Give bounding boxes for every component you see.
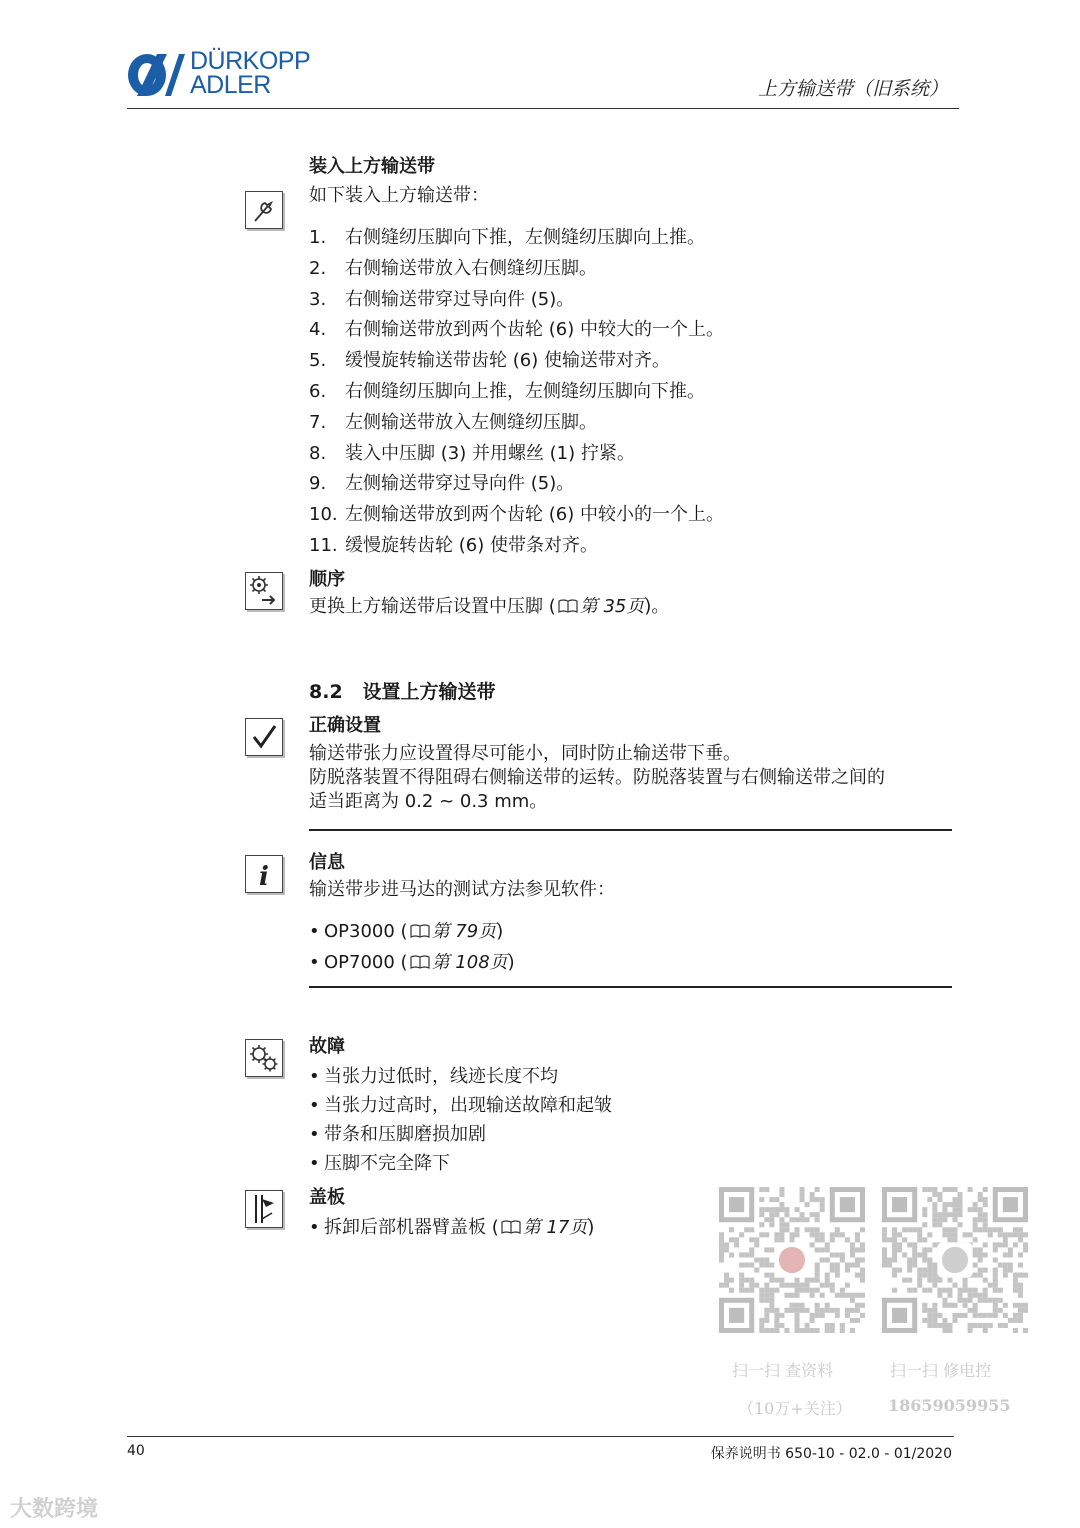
- install-step: [309, 531, 598, 557]
- fault-item-text: 压脚不完全降下: [324, 1153, 450, 1174]
- fault-item-text: 带条和压脚磨损加剧: [324, 1124, 486, 1145]
- info-text: 输送带步进马达的测试方法参见软件：: [309, 879, 615, 900]
- order-text-after: )。: [644, 596, 670, 617]
- brand-logo-mark: [127, 52, 185, 98]
- install-step: [309, 439, 635, 465]
- info-item-page-ref[interactable]: 第 79页: [431, 921, 497, 942]
- install-intro: 如下装入上方输送带：: [309, 185, 489, 206]
- section-82-heading: [309, 677, 496, 704]
- step-text: 左侧输送带放到两个齿轮 (6) 中较小的一个上。: [345, 504, 724, 526]
- step-number: 6.: [309, 381, 327, 402]
- step-text: 右侧缝纫压脚向下推，左侧缝纫压脚向上推。: [345, 227, 705, 248]
- footer-divider: [127, 1436, 954, 1437]
- step-text: 缓慢旋转输送带齿轮 (6) 使输送带对齐。: [345, 350, 670, 372]
- checkmark-icon: [245, 718, 283, 756]
- info-item-end: ): [507, 952, 515, 973]
- document-id: 保养说明书 650-10 - 02.0 - 01/2020: [710, 1446, 952, 1462]
- install-step: [309, 285, 574, 311]
- qr-code-info: [719, 1187, 865, 1333]
- gear-arrow-icon: [245, 572, 283, 610]
- correct-line3: 适当距离为 0.2 ~ 0.3 mm。: [309, 791, 548, 812]
- info-item: [309, 948, 515, 974]
- info-item-label: OP7000 (: [324, 952, 408, 973]
- watermark: 大数跨境: [10, 1497, 99, 1522]
- cover-plate-icon: [245, 1190, 283, 1228]
- install-step: [309, 377, 705, 403]
- install-step: [309, 223, 705, 249]
- bullet: •: [309, 952, 320, 973]
- wrench-icon: [245, 191, 283, 229]
- section-title: 上方输送带（旧系统）: [757, 78, 948, 100]
- info-top-rule: [309, 829, 952, 831]
- step-number: 7.: [309, 411, 327, 433]
- bullet: •: [309, 1217, 320, 1238]
- install-step: [309, 500, 724, 526]
- correct-line2: 防脱落装置不得阻碍右侧输送带的运转。防脱落装置与右侧输送带之间的: [309, 767, 885, 788]
- step-text: 左侧输送带穿过导向件 (5)。: [345, 473, 575, 495]
- fault-item-text: 当张力过高时，出现输送故障和起皱: [324, 1095, 612, 1116]
- order-heading: 顺序: [309, 569, 345, 590]
- fault-heading: 故障: [309, 1036, 345, 1057]
- order-page-ref[interactable]: 第 35页: [579, 596, 645, 617]
- section-82-number: 8.2: [309, 681, 343, 703]
- cover-page-ref[interactable]: 第 17页: [522, 1217, 588, 1238]
- step-text: 缓慢旋转齿轮 (6) 使带条对齐。: [345, 535, 598, 556]
- brand-name: [190, 49, 310, 97]
- step-number: 5.: [309, 350, 327, 372]
- step-text: 右侧缝纫压脚向上推，左侧缝纫压脚向下推。: [345, 381, 705, 402]
- bullet: •: [309, 1153, 320, 1174]
- info-item-end: ): [496, 921, 504, 942]
- fault-item: [309, 1062, 558, 1088]
- install-step: [309, 315, 724, 341]
- book-icon: [410, 922, 430, 936]
- book-icon: [558, 596, 578, 610]
- fault-item-text: 当张力过低时，线迹长度不均: [324, 1066, 558, 1087]
- step-text: 右侧输送带穿过导向件 (5)。: [345, 288, 575, 310]
- step-text: 右侧输送带放入右侧缝纫压脚。: [345, 257, 597, 279]
- correct-line1: 输送带张力应设置得尽可能小，同时防止输送带下垂。: [309, 743, 741, 764]
- book-icon: [410, 953, 430, 967]
- fault-item: [309, 1120, 486, 1146]
- svg-text:i: i: [259, 862, 269, 892]
- brand-line1: DÜRKOPP: [190, 47, 311, 75]
- install-step: [309, 254, 597, 280]
- fault-item: [309, 1149, 450, 1175]
- step-number: 11.: [309, 535, 338, 556]
- step-text: 装入中压脚 (3) 并用螺丝 (1) 拧紧。: [345, 442, 635, 464]
- fault-item: [309, 1091, 612, 1117]
- bullet: •: [309, 1066, 320, 1087]
- info-bottom-rule: [309, 986, 952, 988]
- gears-fault-icon: [245, 1039, 283, 1077]
- bullet: •: [309, 1095, 320, 1116]
- bullet: •: [309, 921, 320, 942]
- info-item-page-ref[interactable]: 第 108页: [431, 952, 508, 973]
- cover-item-before: 拆卸后部机器臂盖板 (: [324, 1217, 499, 1238]
- install-step: [309, 469, 574, 495]
- book-icon: [501, 1218, 521, 1232]
- info-icon: [245, 855, 283, 893]
- order-text: [309, 595, 669, 619]
- step-number: 10.: [309, 504, 338, 526]
- section-82-title: 设置上方输送带: [362, 681, 496, 703]
- bullet: •: [309, 1124, 320, 1145]
- qr-code-wechat: [882, 1187, 1028, 1333]
- cover-item-after: ): [587, 1217, 595, 1238]
- step-text: 左侧输送带放入左侧缝纫压脚。: [345, 411, 597, 433]
- info-item-label: OP3000 (: [324, 921, 408, 942]
- qr1-caption-line1: 扫一扫 查资料: [732, 1361, 834, 1380]
- install-step: [309, 408, 597, 434]
- install-step: [309, 346, 670, 372]
- page-number: 40: [127, 1443, 145, 1459]
- step-text: 右侧输送带放到两个齿轮 (6) 中较大的一个上。: [345, 319, 724, 341]
- step-number: 9.: [309, 473, 327, 495]
- step-number: 8.: [309, 442, 327, 464]
- install-heading: 装入上方输送带: [309, 156, 435, 177]
- step-number: 1.: [309, 227, 327, 248]
- cover-item: [309, 1213, 594, 1239]
- brand-line2: ADLER: [190, 71, 271, 99]
- qr2-caption-line1: 扫一扫 修电控: [890, 1361, 992, 1380]
- header-divider: [127, 108, 959, 109]
- order-text-before: 更换上方输送带后设置中压脚 (: [309, 596, 556, 617]
- info-item: [309, 917, 503, 943]
- step-number: 4.: [309, 319, 327, 341]
- cover-heading: 盖板: [309, 1187, 345, 1208]
- qr1-caption-line2: （10万+关注）: [738, 1399, 852, 1418]
- correct-heading: 正确设置: [309, 715, 381, 736]
- info-heading: 信息: [309, 852, 345, 873]
- qr2-caption-line2: 18659059955: [888, 1396, 1011, 1415]
- step-number: 2.: [309, 257, 327, 279]
- step-number: 3.: [309, 288, 327, 310]
